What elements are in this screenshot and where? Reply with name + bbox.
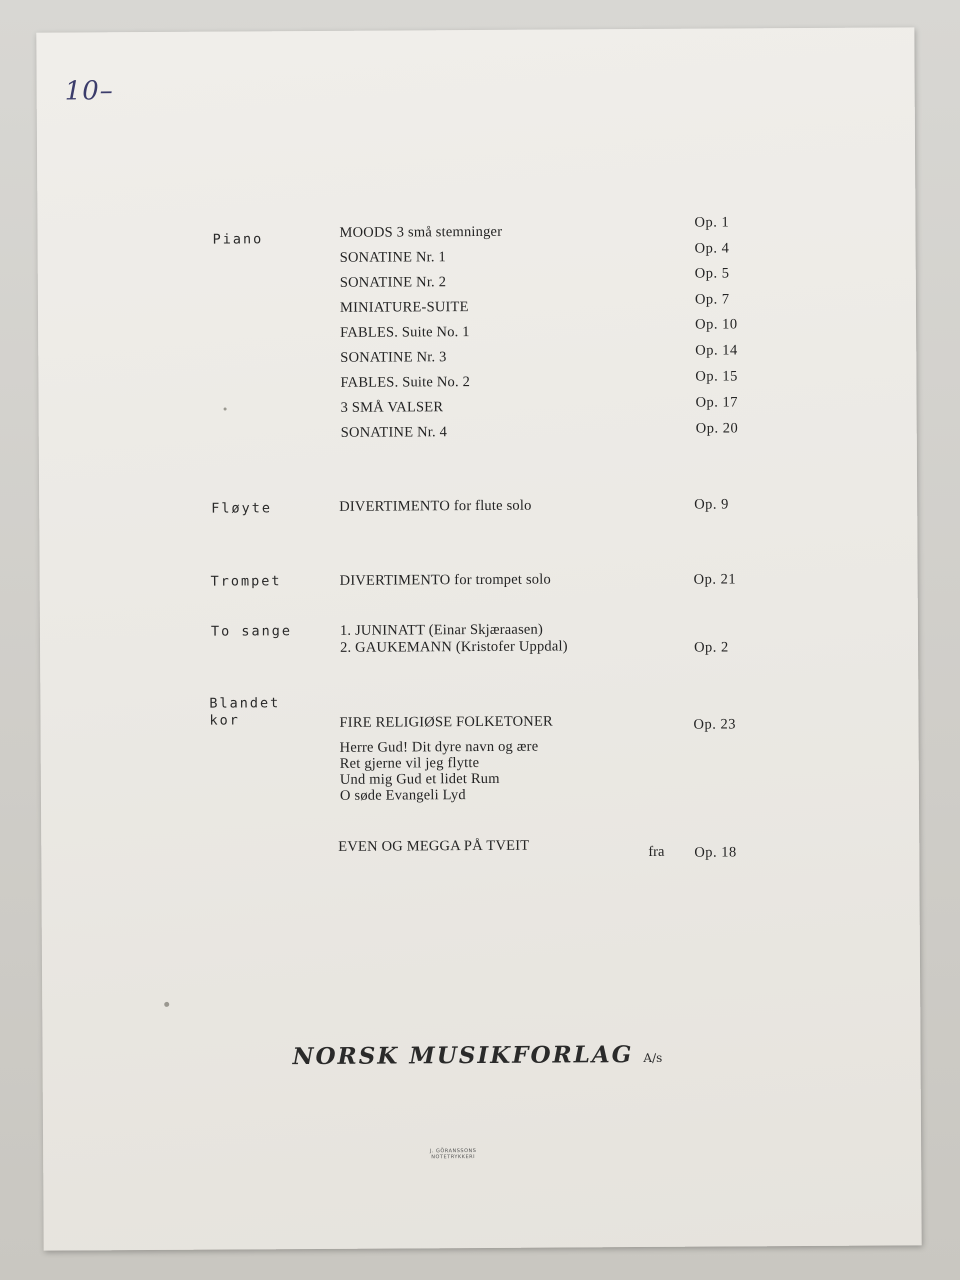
work-opus: Op. 23 [693,716,737,733]
work-opus: Op. 9 [694,496,729,513]
printer-line: NOTETRYKKERI [431,1154,476,1161]
work-opus: Op. 7 [694,291,730,308]
publisher-logo [292,1041,662,1070]
publisher-suffix: A/s [643,1050,663,1066]
work-title: SONATINE Nr. 4 [340,424,448,441]
hymn-line: Ret gjerne vil jeg flytte [339,755,480,772]
paper-blemish [224,408,227,411]
work-title: SONATINE Nr. 2 [339,274,447,291]
catalog-sheet [36,27,921,1250]
work-opus: Op. 1 [694,214,730,231]
work-title: 3 SMÅ VALSER [340,399,444,416]
category-blandet-kor: Blandet kor [209,695,281,729]
work-title: MOODS 3 små stemninger [339,223,503,241]
song-line: 2. GAUKEMANN (Kristofer Uppdal) [340,638,568,656]
work-opus: Op. 21 [693,571,737,588]
work-opus: Op. 4 [694,240,730,257]
category-trompet: Trompet [210,573,282,590]
work-opus: Op. 17 [695,394,739,411]
work-title: DIVERTIMENTO for trompet solo [339,571,551,589]
printer-mark [423,1148,483,1160]
work-opus: Op. 2 [694,639,729,656]
work-opus: Op. 20 [695,420,739,437]
work-title: EVEN OG MEGGA PÅ TVEIT [338,837,530,855]
from-prefix: fra [648,843,665,860]
publisher-name: NORSK MUSIKFORLAG [292,1041,634,1071]
work-title: SONATINE Nr. 1 [339,249,447,266]
work-title: DIVERTIMENTO for flute solo [339,497,532,515]
category-to-sange: To sange [210,623,293,640]
work-title: MINIATURE-SUITE [339,299,469,316]
hymn-line: Herre Gud! Dit dyre navn og ære [339,738,539,756]
work-title: FIRE RELIGIØSE FOLKETONER [339,713,553,731]
work-opus: Op. 18 [694,844,737,861]
work-title: FABLES. Suite No. 1 [340,324,470,341]
printer-line: J. GÖRANSSONS [429,1148,477,1155]
work-opus: Op. 14 [695,342,738,359]
hymn-line: Und mig Gud et lidet Rum [339,770,500,788]
song-line: 1. JUNINATT (Einar Skjæraasen) [339,621,544,639]
category-floyte: Fløyte [211,500,273,517]
handwritten-price-note: 10– [64,76,114,107]
work-opus: Op. 15 [695,368,738,385]
paper-blemish [164,1002,169,1007]
work-title: FABLES. Suite No. 2 [340,374,471,391]
hymn-line: O søde Evangeli Lyd [339,787,466,804]
category-piano: Piano [212,231,264,248]
work-opus: Op. 10 [695,316,738,333]
work-title: SONATINE Nr. 3 [340,349,447,366]
work-opus: Op. 5 [694,265,730,282]
